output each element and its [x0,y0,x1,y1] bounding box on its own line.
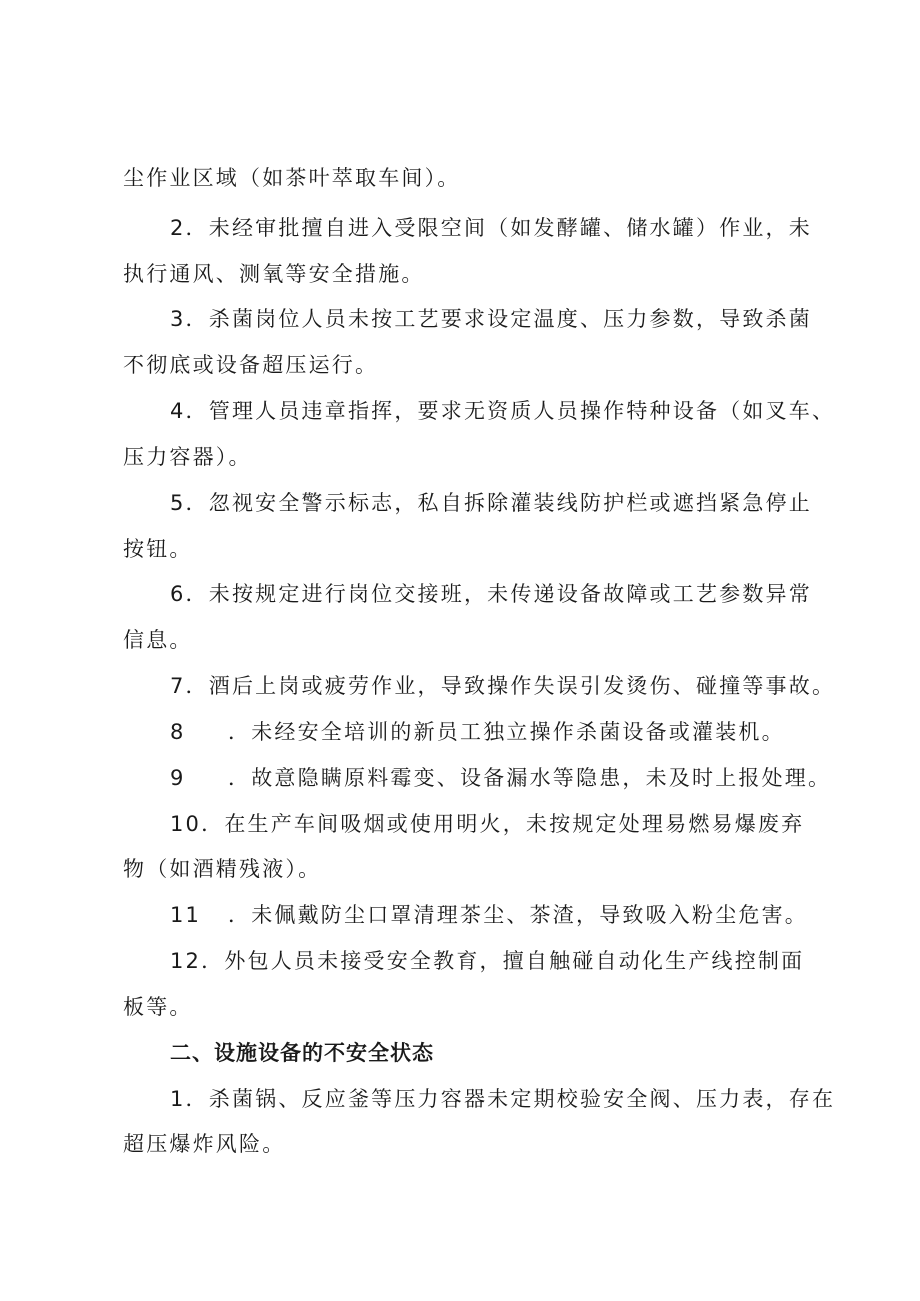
item-number: 9 [170,766,186,790]
text-line: 按钮。 [123,537,193,561]
list-item-7: 7．酒后上岗或疲劳作业，导致操作失误引发烫伤、碰撞等事故。 [170,674,836,698]
list-item-12: 12．外包人员未接受安全教育，擅自触碰自动化生产线控制面 [170,949,805,973]
text-line: 物（如酒精残液）。 [123,857,322,881]
item-number: 11 [170,903,202,927]
list-item-9 [170,762,860,792]
text-line: 压力容器）。 [123,445,252,469]
list-item-8 [170,716,860,746]
list-item-2: 2．未经审批擅自进入受限空间（如发酵罐、储水罐）作业，未 [170,216,812,240]
text-line: 超压爆炸风险。 [123,1132,286,1156]
item-text: ．未经安全培训的新员工独立操作杀菌设备或灌装机。 [228,720,785,744]
list-item-4: 4．管理人员违章指挥，要求无资质人员操作特种设备（如叉车、 [170,399,836,423]
section-heading: 二、设施设备的不安全状态 [170,1041,434,1065]
text-line: 不彻底或设备超压运行。 [123,353,379,377]
text-line: 板等。 [123,995,193,1019]
list-item-1: 1．杀菌锅、反应釜等压力容器未定期校验安全阀、压力表，存在 [170,1087,836,1111]
text-line: 执行通风、测氧等安全措施。 [123,262,425,286]
list-item-11 [170,899,860,929]
text-line: 信息。 [123,628,193,652]
item-number: 8 [170,720,186,744]
item-text: ．故意隐瞒原料霉变、设备漏水等隐患，未及时上报处理。 [228,766,832,790]
item-text: ．未佩戴防尘口罩清理茶尘、茶渣，导致吸入粉尘危害。 [228,903,808,927]
list-item-10: 10．在生产车间吸烟或使用明火，未按规定处理易燃易爆废弃 [170,812,805,836]
list-item-5: 5．忽视安全警示标志，私自拆除灌装线防护栏或遮挡紧急停止 [170,491,812,515]
list-item-3: 3．杀菌岗位人员未按工艺要求设定温度、压力参数，导致杀菌 [170,307,812,331]
list-item-6: 6．未按规定进行岗位交接班，未传递设备故障或工艺参数异常 [170,582,812,606]
text-line: 尘作业区域（如茶叶萃取车间）。 [123,166,461,190]
